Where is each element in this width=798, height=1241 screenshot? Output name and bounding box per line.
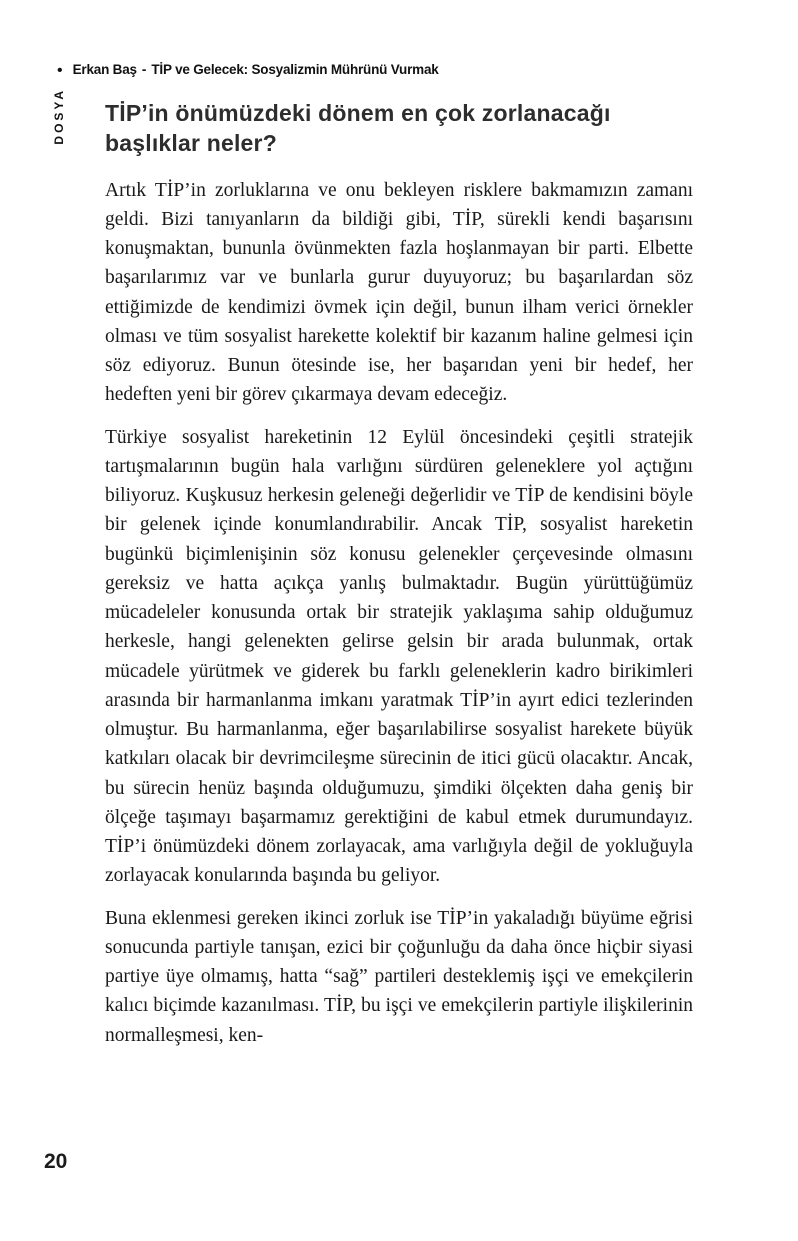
body-paragraph: Türkiye sosyalist hareketinin 12 Eylül öncesindeki çeşitli stratejik tartışmalarının bugün hala varlığını sürdüren geleneklere yol açtığını biliyoruz. Kuşkusuz herkesin geleneği değerlidir ve TİP de kendisini böyle bir gelenek içinde konumlandırabilir. Ancak TİP, sosyalist hareketin bugünkü biçimlenişinin söz konusu gelenekler çerçevesinde olmasını gereksiz ve hatta açıkça yanlış bulmaktadır. Bugün yürüttüğümüz mücadeleler konusunda ortak bir stratejik yaklaşıma sahip olduğumuz herkesle, hangi gelenekten gelirse gelsin bir arada bulunmak, ortak mücadele yürütmek ve giderek bu farklı geleneklerin kadro birikimleri arasında bir harmanlanma imkanı yaratmak TİP’in ayırt edici tezlerinden olmuştur. Bu harmanlanma, eğer başarılabilirse sosyalist harekete büyük katkıları olacak bir devrimcileşme sürecinin de itici gücü olacaktır. Ancak, bu sürecin henüz başında olduğumuzu, şimdiki ölçekten daha geniş bir ölçeğe taşımayı başarmamız gerektiğini de kabul etmek durumundayız. TİP’i önümüzdeki dönem zorlayacak, ama varlığıyla değil de yokluğuyla zorlayacak konularında başında bu geliyor. [105,426,693,887]
body-paragraph: Artık TİP’in zorluklarına ve onu bekleyen risklere bakmamızın zamanı geldi. Bizi tanıyanların da bildiği gibi, TİP, sürekli kendi başarısını konuşmaktan, bununla övünmekten fazla hoşlanmayan bir parti. Elbette başarılarımız var ve bunlarla gurur duyuyoruz; bu başarılardan söz ettiğimizde de kendimizi övmek için değil, bunun ilham verici örnekler olması ve tüm sosyalist harekette kolektif bir kazanım haline gelmesi için söz ediyoruz. Bunun ötesinde ise, her başarıdan yeni bir hedef, her hedeften yeni bir görev çıkarmaya devam edeceğiz. [105,179,693,406]
article-heading: TİP’in önümüzdeki dönem en çok zorlanacağı başlıklar neler? [105,100,611,157]
page-number: 20 [44,1150,68,1173]
header-author: Erkan Baş [72,62,137,77]
header-separator: - [141,62,147,77]
header-book-title: TİP ve Gelecek: Sosyalizmin Mührünü Vurmak [151,62,439,77]
running-header [57,62,439,78]
article-content [105,98,693,1063]
section-label-vertical: DOSYA [52,88,66,145]
bullet-icon: • [57,62,63,79]
body-paragraph: Buna eklenmesi gereken ikinci zorluk ise TİP’in yakaladığı büyüme eğrisi sonucunda partiyle tanışan, ezici bir çoğunluğu da daha önce hiçbir siyasi partiye üye olmamış, hatta “sağ” partileri desteklemiş işçi ve emekçilerin kalıcı biçimde kazanılması. TİP, bu işçi ve emekçilerin partiyle ilişkilerinin normalleşmesi, ken- [105,907,693,1046]
